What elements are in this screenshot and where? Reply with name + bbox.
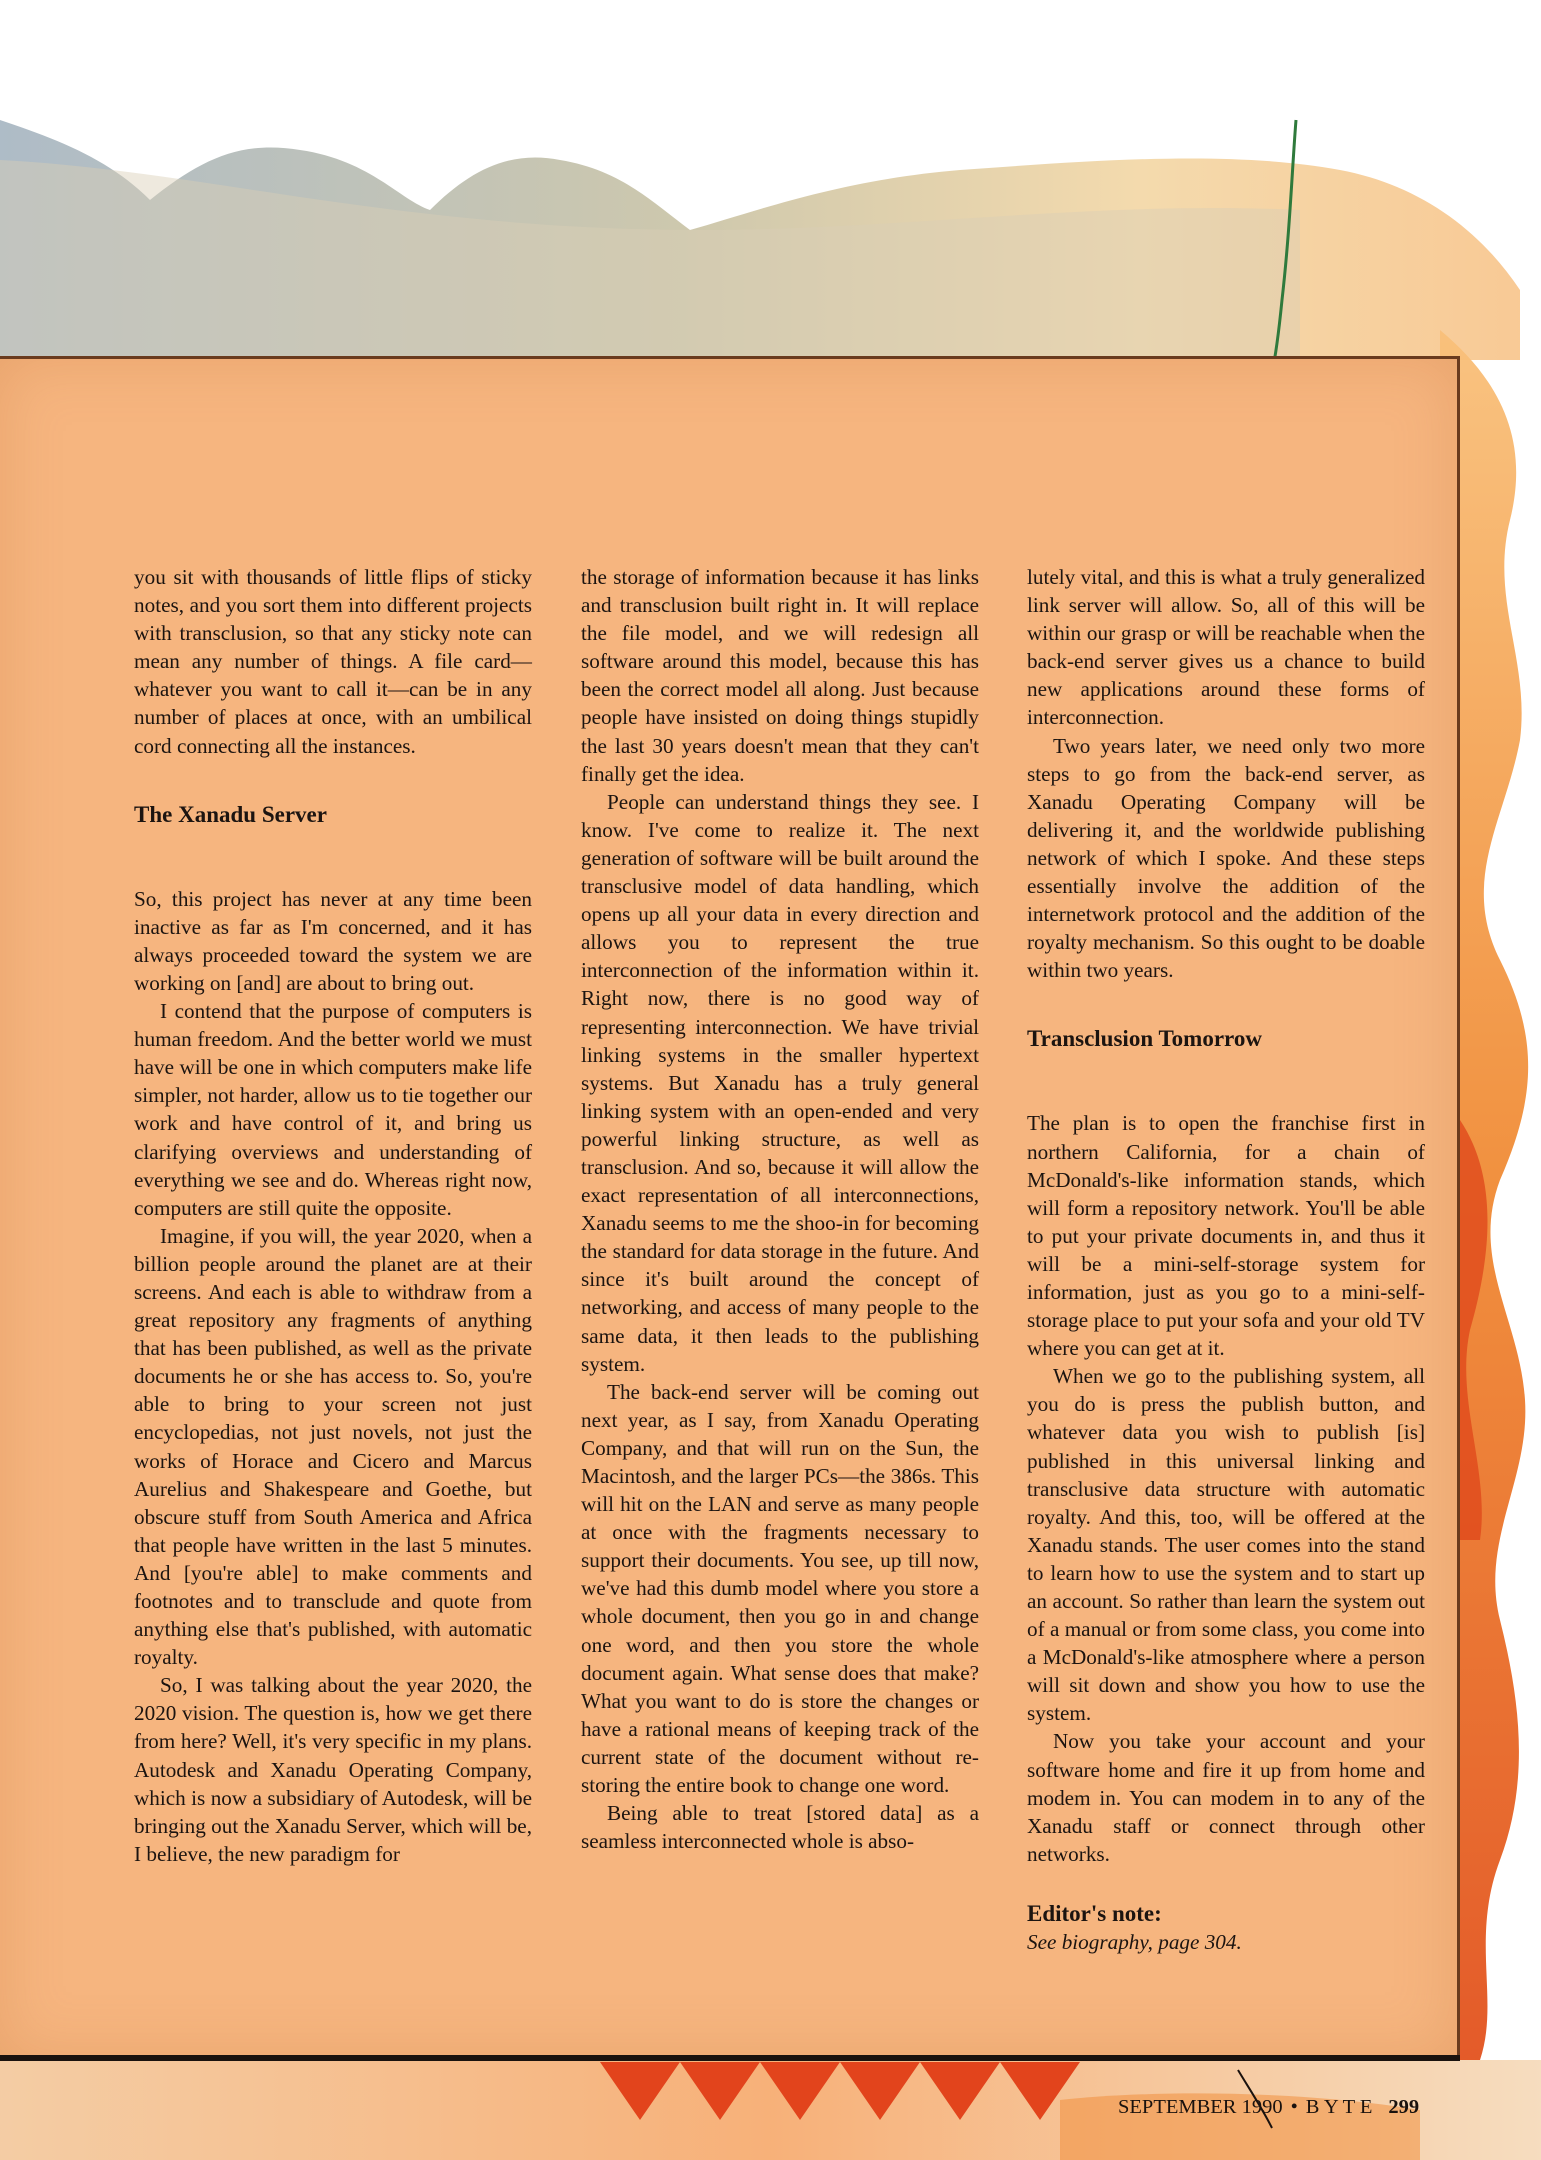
paragraph: the storage of information because it has links and transclusion built right in. It will replace the file model, and we will redesign all software around this model, because this has been the correct model all along. Just because people have insisted on doing things stupidly the last 30 years doesn't mean that they can't finally get the idea. [581, 565, 979, 786]
page-footer [1118, 2092, 1419, 2122]
paragraph: lutely vital, and this is what a truly generalized link server will allow. So, all of this will be within our grasp or will be reachable when the back-end server gives us a chance to build new applications around these forms of interconnection. [1027, 565, 1425, 730]
paragraph: Now you take your account and your software home and fire it up from home and modem in. You can modem in to any of the Xanadu staff or connect through other networks. [1027, 1729, 1425, 1866]
editor-note-text: See biography, page 304. [1027, 1929, 1242, 1954]
footer-publication: B Y T E [1305, 2096, 1373, 2118]
paragraph: When we go to the publishing system, all you do is press the publish button, and whatever data you wish to publish [is] published in this universal linking and transclusive data structure with automatic royalty. And this, too, will be offered at the Xanadu stands. The user comes into the stand to learn how to use the system and to start up an account. So rather than learn the system out of a manual or from some class, you come into a McDonald's-like atmosphere where a person will sit down and show you how to use the system. [1027, 1364, 1425, 1726]
footer-separator: • [1290, 2096, 1298, 2118]
paragraph: The plan is to open the franchise first in northern California, for a chain of McDonald's-like information stands, which will form a repository network. You'll be able to put your private documents in, and thus it will be a mini-self-storage system for information, just as you go to a mini-self-storage place to put your sofa and your old TV where you can get at it. [1027, 1111, 1425, 1361]
paragraph: you sit with thousands of little flips of sticky notes, and you sort them into different projects with transclusion, so that any sticky note can mean any number of things. A file card—whatever you want to call it—can be in any number of places at once, with an umbilical cord connecting all the instances. [134, 565, 532, 758]
article-column-2 [581, 563, 979, 1855]
paragraph: The back-end server will be coming out next year, as I say, from Xanadu Operating Company, and that will run on the Sun, the Macintosh, and the larger PCs—the 386s. This will hit on the LAN and serve as many people at once with the fragments necessary to support their documents. You see, up till now, we've had this dumb model where you store a whole document, then you go in and change one word, and then you store the whole document again. What sense does that make? What you want to do is store the changes or have a rational means of keeping track of the current state of the document without re-storing the entire book to change one word. [581, 1379, 979, 1798]
article-column-3 [1027, 563, 1425, 1956]
paragraph: Two years later, we need only two more steps to go from the back-end server, as Xanadu Operating Company will be delivering it, and the worldwide publishing network of which I spoke. And these steps essentially involve the addition of the internetwork protocol and the addition of the royalty mechanism. So this ought to be doable within two years. [1027, 733, 1425, 983]
paragraph: So, I was talking about the year 2020, the 2020 vision. The question is, how we get there from here? Well, it's very specific in my plans. Autodesk and Xanadu Operating Company, which is now a subsidiary of Autodesk, will be bringing out the Xanadu Server, which will be, I believe, the new paradigm for [134, 1673, 532, 1866]
article-column-1 [134, 563, 532, 1868]
editor-note-label: Editor's note: [1027, 1900, 1162, 1926]
footer-date: SEPTEMBER 1990 [1118, 2096, 1283, 2118]
footer-rule [0, 2055, 1460, 2061]
section-heading-xanadu-server: The Xanadu Server [134, 801, 327, 827]
editor-note [1027, 1900, 1425, 1956]
paragraph: I contend that the purpose of computers is human freedom. And the better world we must have will be one in which computers make life simpler, not harder, allow us to tie together our work and have control of it, and bring us clarifying overviews and understanding of everything we see and do. Whereas right now, computers are still quite the opposite. [134, 999, 532, 1220]
paragraph: Being able to treat [stored data] as a seamless interconnected whole is abso- [581, 1801, 979, 1854]
page-number: 299 [1388, 2096, 1420, 2118]
paragraph: So, this project has never at any time been inactive as far as I'm concerned, and it has always proceeded toward the system we are working on [and] are about to bring out. [134, 886, 532, 995]
section-heading-transclusion-tomorrow: Transclusion Tomorrow [1027, 1026, 1262, 1052]
paragraph: Imagine, if you will, the year 2020, when a billion people around the planet are at their screens. And each is able to withdraw from a great repository any fragments of anything that has been published, as well as the private documents he or she has access to. So, you're able to bring to your screen not just encyclopedias, not just novels, not just the works of Horace and Cicero and Marcus Aurelius and Shakespeare and Goethe, but obscure stuff from South America and Africa that people have written in the last 5 minutes. And [you're able] to make comments and footnotes and to transclude and quote from anything else that's published, with automatic royalty. [134, 1223, 532, 1670]
paragraph: People can understand things they see. I know. I've come to realize it. The next generation of software will be built around the transclusive model of data handling, which opens up all your data in every direction and allows you to represent the true interconnection of the information within it. Right now, there is no good way of representing interconnection. We have trivial linking systems in the smaller hypertext systems. But Xanadu has a truly general linking system with an open-ended and very powerful linking structure, as well as transclusion. And so, because it will allow the exact representation of all interconnections, Xanadu seems to me the shoo-in for becoming the standard for data storage in the future. And since it's built around the concept of networking, and access of many people to the same data, it then leads to the publishing system. [581, 789, 979, 1376]
